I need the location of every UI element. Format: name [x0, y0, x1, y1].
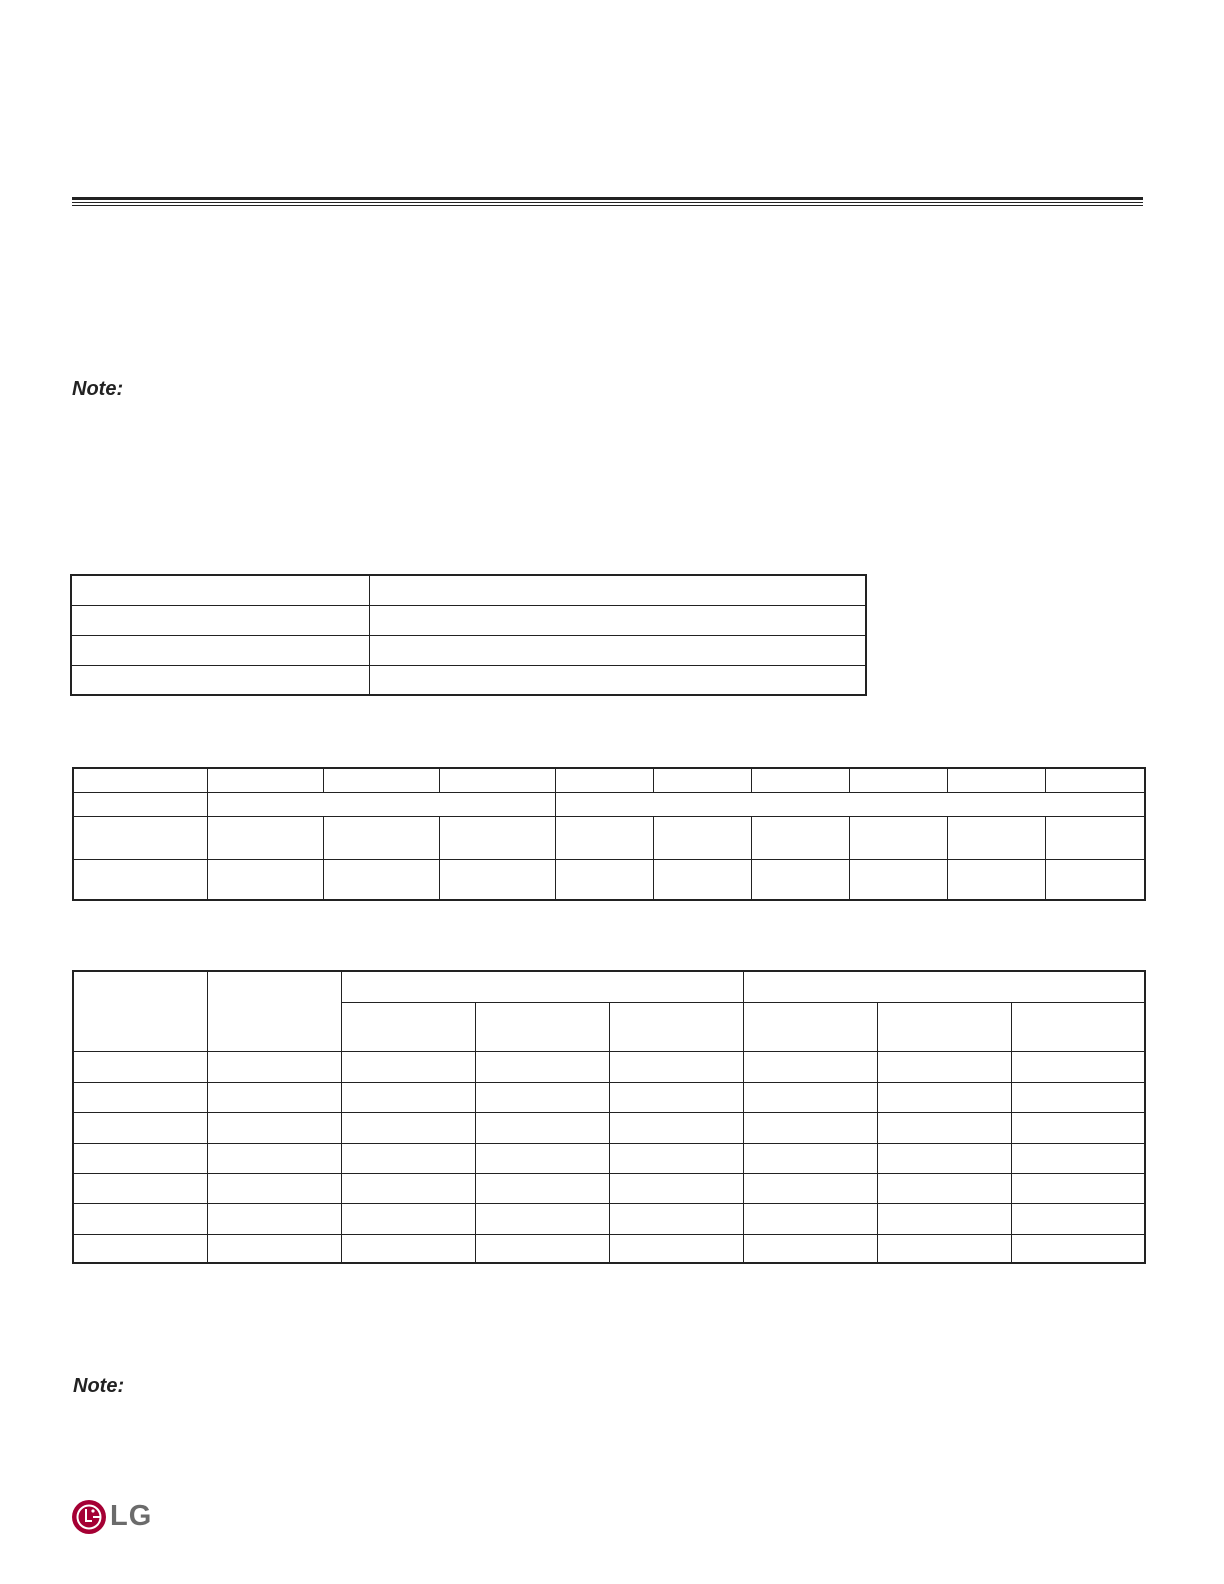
lg-face-icon [71, 1499, 107, 1535]
table-row [71, 635, 866, 665]
table-row [73, 1173, 1145, 1203]
table-row [73, 1143, 1145, 1173]
table-row [71, 665, 866, 695]
table-header-row [73, 971, 1145, 1002]
lg-logo-text: LG [110, 1500, 153, 1532]
note-label-bottom: Note: [73, 1375, 125, 1397]
table-2 [72, 767, 1146, 901]
table-row [73, 792, 1145, 816]
table-row [73, 859, 1145, 900]
table-row [71, 605, 866, 635]
table-row [73, 1051, 1145, 1082]
table-row [73, 1203, 1145, 1234]
header-rule [72, 197, 1143, 207]
note-label-top: Note: [72, 378, 124, 400]
table-row [73, 1234, 1145, 1263]
table-row [73, 768, 1145, 792]
lg-logo [71, 1499, 155, 1535]
table-row [73, 1112, 1145, 1143]
table-row [73, 816, 1145, 859]
table-1 [70, 574, 867, 696]
table-3 [72, 970, 1146, 1264]
table-row [73, 1082, 1145, 1112]
table-row [71, 575, 866, 605]
